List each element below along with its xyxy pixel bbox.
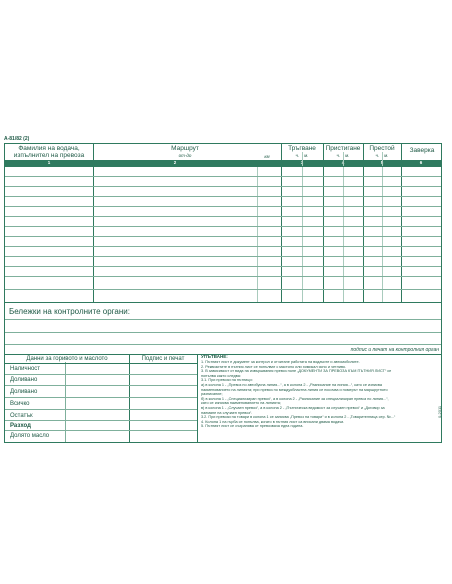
instructions-body (201, 360, 395, 429)
col-number-3: 3 (300, 160, 304, 165)
instruction-line: попълва както следва: (201, 373, 241, 378)
instruction-line: в) в колона 1 - „Случаен превоз“, а в колона 2 - „Пътническа ведомост за случаен превоз“ и „Договор за (201, 405, 385, 410)
table-row (5, 176, 441, 177)
instruction-line: 3. В зависимост от вида на извършвания превоз поле „ДОКУМЕНТИ ЗА ПРЕВОЗА КЪМ ПЪТНИЯ ЛИСТ“ се (201, 369, 392, 374)
col-divider (382, 152, 383, 302)
table-row (5, 276, 441, 277)
table-row (5, 206, 441, 207)
header-arrival: Пристигане ч. м. (325, 145, 361, 158)
col-divider (281, 144, 282, 302)
col-divider (343, 152, 344, 302)
instruction-line: 1. Пътният лист е документ за контрол и отчитане работата на водачите и автомобилите. (201, 360, 360, 364)
col-divider (323, 144, 324, 302)
fuel-row-label: Доливано (10, 377, 38, 383)
table-row (5, 196, 441, 197)
table-row (5, 166, 441, 167)
table-row (5, 266, 441, 267)
instruction-line: като се изписва наименованието на линията; (201, 401, 281, 406)
header-driver: Фамилия на водача, изпълнител на превоза (13, 145, 85, 159)
instruction-line: а) в колона 1 - „Превоз по автобусна линия...“, а в колона 2 - „Разписание на линия...“, като се изписва (201, 382, 383, 387)
inspector-sign-caption: подпис и печат на контролния орган (350, 347, 439, 353)
col-number-6: 6 (419, 160, 423, 165)
fuel-row-label: Долято масло (10, 433, 50, 439)
table-bottom (5, 302, 441, 303)
table-row (5, 256, 441, 257)
form-code: А-81/82 (2) (4, 136, 30, 142)
col-number-5: 5 (380, 160, 384, 165)
header-km: км (264, 154, 270, 159)
col-divider (401, 144, 402, 302)
fuel-header-line (5, 363, 197, 364)
col-number-1: 1 (47, 160, 51, 165)
fuel-row-label: Разход (10, 423, 31, 429)
fuel-row (5, 409, 197, 410)
fuel-row-label: Наличност (10, 366, 41, 372)
header-route: Маршрут от-до (171, 145, 199, 158)
waybill-form (4, 143, 442, 443)
table-row (5, 236, 441, 237)
fuel-divider (129, 354, 130, 442)
table-row (5, 186, 441, 187)
instruction-line: 2. Реквизитите в пътния лист се попълват с мастило или химикал ясно и четливо. (201, 364, 347, 369)
header-stay: Престой ч. м. (369, 145, 395, 158)
col-number-4: 4 (341, 160, 345, 165)
instruction-line: 5. Пътният лист се съхранява от превозвача една година. (201, 424, 304, 429)
col-divider (302, 152, 303, 302)
notes-title: Бележки на контролните органи: (9, 307, 130, 316)
instruction-line: наемане на случаен превоз“. (201, 410, 253, 415)
table-row (5, 289, 441, 290)
col-divider (93, 144, 94, 302)
notes-line (5, 332, 441, 333)
fuel-row (5, 385, 197, 386)
col-number-2: 2 (173, 160, 177, 165)
fuel-row (5, 430, 197, 431)
fuel-row (5, 374, 197, 375)
col-divider (363, 144, 364, 302)
print-code: 0-2011 (437, 405, 442, 418)
instruction-line: разписание; (201, 392, 223, 397)
instruction-line: 4. Колона 1 на гърба се попълва, когато в пътния лист са вписани двама водачи. (201, 419, 345, 424)
header-departure: Тръгване ч. м. (288, 145, 316, 158)
fuel-row-label: Доливано (10, 389, 38, 395)
sign-title: Подпис и печат (141, 356, 185, 362)
table-row (5, 226, 441, 227)
fuel-row-label: Всичко (10, 401, 30, 407)
header-certification: Заверка (409, 147, 435, 154)
instruction-line: наименованието на линията; при превоз по междуобластна линия се посочва и номерът на маршрутното (201, 387, 388, 392)
fuel-row (5, 420, 197, 421)
notes-line (5, 344, 441, 345)
instruction-line: 3.2. При превози на товари в колона 1 се записва „Превоз на товари“ и в колона 2 - „Товарителница сер. №...“ (201, 415, 396, 420)
instruction-line: б) в колона 1 - „Специализиран превоз“, а в колона 2 - „Разписание за специализиран превоз по линия...“, (201, 396, 389, 401)
fuel-row-label: Остатък (10, 413, 33, 419)
sign-divider (197, 354, 198, 442)
fuel-row (5, 397, 197, 398)
fuel-title: Данни за горивото и маслото (26, 356, 108, 362)
table-row (5, 216, 441, 217)
table-row (5, 246, 441, 247)
notes-line (5, 319, 441, 320)
instruction-line: 3.1. При превози на пътници: (201, 378, 253, 383)
instructions-title: УПЪТВАНЕ: (201, 354, 228, 359)
